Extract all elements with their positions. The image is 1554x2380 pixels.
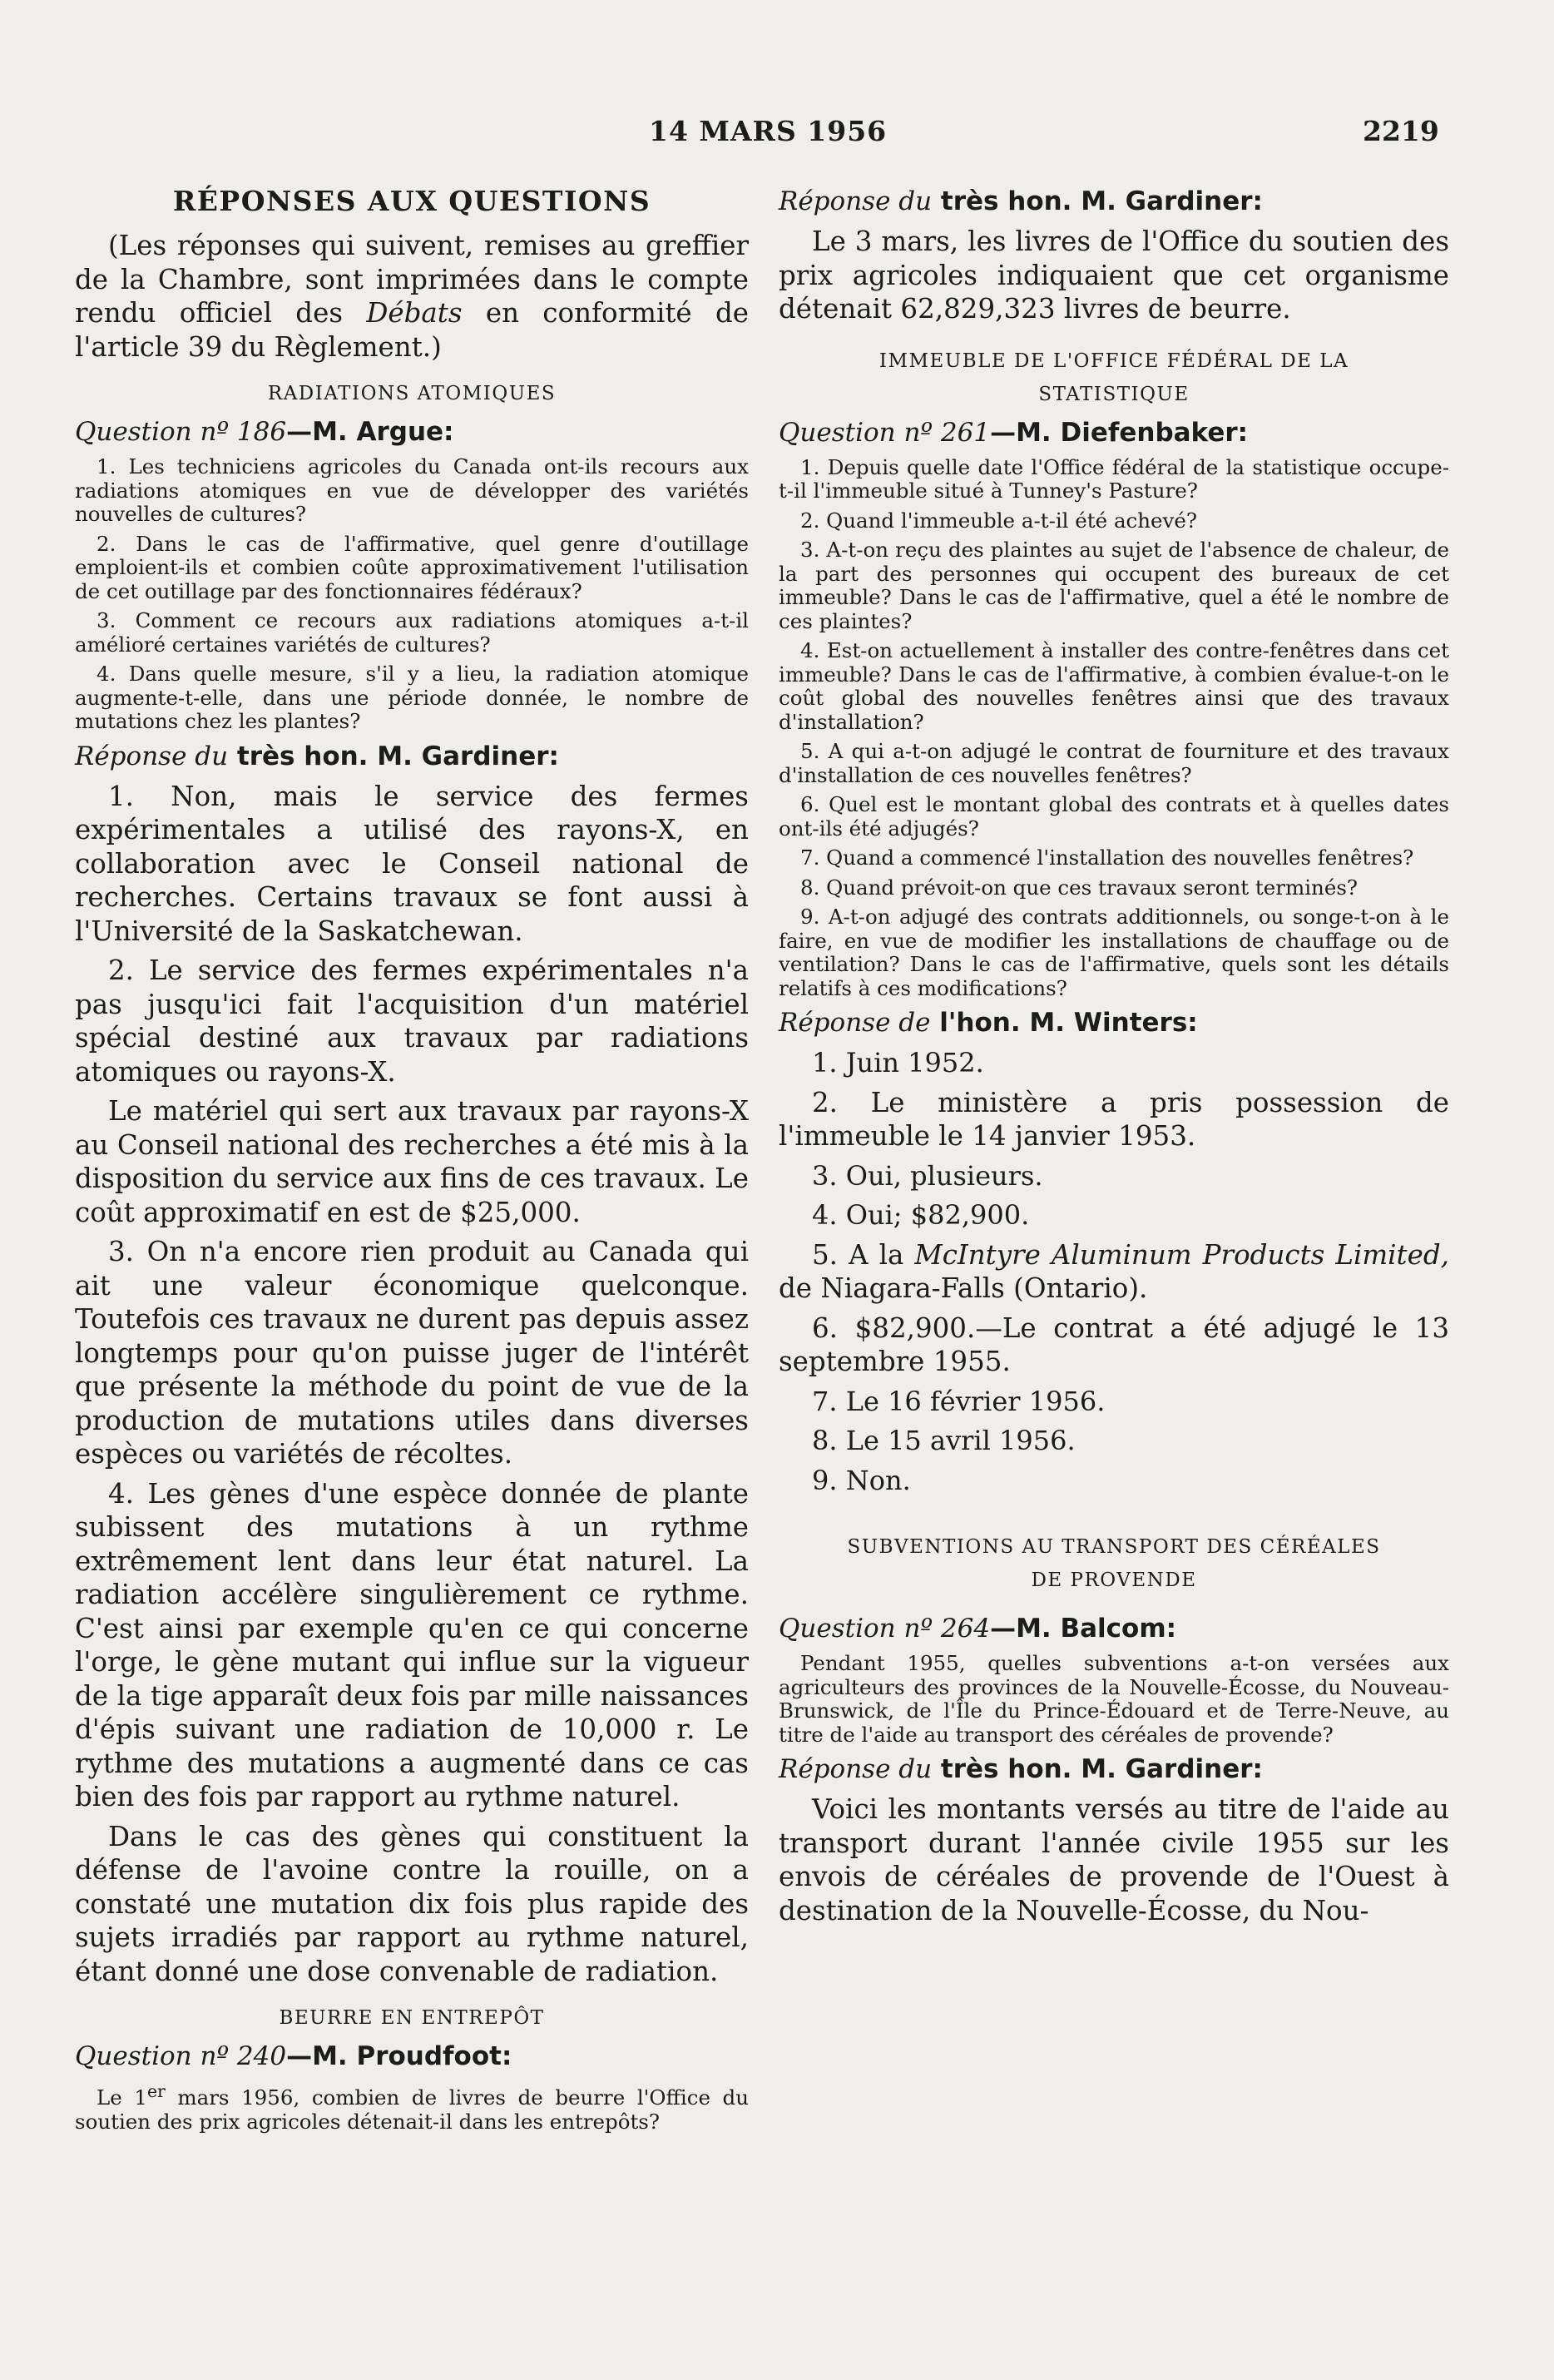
question-item: 1. Les techniciens agricoles du Canada ont-ils recours aux radiations atomiques en vue de développer des variétés nouvelles de cultures? [75,454,749,526]
right-column [779,185,1449,1933]
subsection-heading: SUBVENTIONS AU TRANSPORT DES CÉRÉALES [847,1536,1381,1558]
subsection-heading: RADIATIONS ATOMIQUES [267,383,557,404]
question-240-heading: Question nº 240—M. Proudfoot: [75,2041,512,2071]
answer-item: 7. Le 16 février 1956. [812,1385,1106,1417]
answer-paragraph: Dans le cas des gènes qui constituent la défense de l'avoine contre la rouille, on a constaté une mutation dix fois plus rapide des sujets irradiés par rapport au rythme naturel, étant donné une dose convenable de radiation. [75,1820,749,1987]
question-item: 9. A-t-on adjugé des contrats additionnels, ou songe-t-on à le faire, en vue de modifier les installations de chauffage ou de ventilation? Dans le cas de l'affirmative, quels sont les détails relatifs à ces modifications? [779,905,1449,1000]
question-item: 7. Quand a commencé l'installation des nouvelles fenêtres? [800,845,1414,870]
header-date: 14 MARS 1956 [649,115,888,147]
question-item: Pendant 1955, quelles subventions a-t-on versées aux agriculteurs des provinces de la Nouvelle-Écosse, du Nouveau-Brunswick, de l'Île du Prince-Édouard et de Terre-Neuve, au titre de l'aide au transport des céréales de provende? [779,1651,1449,1747]
question-item: 2. Dans le cas de l'affirmative, quel genre d'outillage emploient-ils et combien coûte approximativement l'utilisation de cet outillage par des fonctionnaires fédéraux? [75,531,749,603]
subsection-heading: BEURRE EN ENTREPÔT [279,2007,545,2029]
question-264-heading: Question nº 264—M. Balcom: [779,1614,1177,1644]
answer-paragraph: Le matériel qui sert aux travaux par rayons-X au Conseil national des recherches a été mis à la disposition du service aux fins de ces travaux. Le coût approximatif en est de $25,000. [75,1095,749,1228]
answer-186-heading: Réponse du très hon. M. Gardiner: [75,741,559,771]
debates-italic: Débats [366,297,463,329]
answer-item: 6. $82,900.—Le contrat a été adjugé le 13 septembre 1955. [779,1311,1449,1377]
answer-paragraph: 2. Le service des fermes expérimentales n'a pas jusqu'ici fait l'acquisition d'un matériel spécial destiné aux travaux par radiations atomiques ou rayons-X. [75,954,749,1088]
question-item: 3. Comment ce recours aux radiations atomiques a-t-il amélioré certaines variétés de cultures? [75,608,749,657]
answer-item: 2. Le ministère a pris possession de l'immeuble le 14 janvier 1953. [779,1086,1449,1152]
answer-240-heading: Réponse du très hon. M. Gardiner: [779,186,1263,216]
answer-261-heading: Réponse de l'hon. M. Winters: [779,1008,1198,1038]
question-item: 1. Depuis quelle date l'Office fédéral de la statistique occupe-t-il l'immeuble situé à Tunney's Pasture? [779,454,1449,503]
section-title: RÉPONSES AUX QUESTIONS [172,185,651,217]
answer-paragraph: 3. On n'a encore rien produit au Canada qui ait une valeur économique quelconque. Toutefois ces travaux ne durent pas depuis assez longtemps pour qu'on puisse juger de l'intérêt que présente la méthode du point de vue de la production de mutations utiles dans diverses espèces ou variétés de récoltes. [75,1236,749,1470]
question-item: 3. A-t-on reçu des plaintes au sujet de l'absence de chaleur, de la part des personnes qui occupent des bureaux de cet immeuble? Dans le cas de l'affirmative, quel a été le nombre de ces plaintes? [779,538,1449,633]
page-header [0,115,1554,148]
question-item: 4. Dans quelle mesure, s'il y a lieu, la radiation atomique augmente-t-elle, dans une période donnée, le nombre de mutations chez les plantes? [75,662,749,733]
subsection-heading: IMMEUBLE DE L'OFFICE FÉDÉRAL DE LA [878,350,1349,372]
answer-paragraph: 4. Les gènes d'une espèce donnée de plante subissent des mutations à un rythme extrêmement lent dans leur état naturel. La radiation accélère singulièrement ce rythme. C'est ainsi par exemple qu'en ce qui concerne l'orge, le gène mutant qui influe sur la vigueur de la tige apparaît deux fois par mille naissances d'épis suivant une radiation de 10,000 r. Le rythme des mutations a augmenté dans ce cas bien des fois par rapport au rythme naturel. [75,1477,749,1812]
intro-paragraph: (Les réponses qui suivent, remises au greffier de la Chambre, sont imprimées dans le compte rendu officiel des Débats en conformité de l'article 39 du Règlement.) [75,230,749,363]
question-item: 4. Est-on actuellement à installer des contre-fenêtres dans cet immeuble? Dans le cas de l'affirmative, à combien évalue-t-on le coût global des nouvelles fenêtres ainsi que des travaux d'installation? [779,638,1449,734]
question-186-heading: Question nº 186—M. Argue: [75,417,454,447]
answer-item: 3. Oui, plusieurs. [812,1159,1043,1192]
left-column [75,185,749,2140]
question-item: 2. Quand l'immeuble a-t-il été achevé? [800,508,1198,533]
answer-item: 4. Oui; $82,900. [812,1199,1030,1231]
subsection-heading-cont: DE PROVENDE [1031,1569,1197,1591]
answer-item: 1. Juin 1952. [812,1047,984,1078]
answer-264-heading: Réponse du très hon. M. Gardiner: [779,1754,1263,1784]
question-item: 8. Quand prévoit-on que ces travaux seront terminés? [800,875,1359,900]
company-name-italic: McIntyre Aluminum Products Limited, [914,1238,1449,1271]
answer-item: 5. A la McIntyre Aluminum Products Limited, de Niagara-Falls (Ontario). [779,1238,1449,1304]
question-item: Le 1er mars 1956, combien de livres de beurre l'Office du soutien des prix agricoles détenait-il dans les entrepôts? [75,2081,749,2134]
answer-item: 8. Le 15 avril 1956. [812,1425,1076,1456]
answer-paragraph: 1. Non, mais le service des fermes expérimentales a utilisé des rayons-X, en collaboration avec le Conseil national de recherches. Certains travaux se font aussi à l'Université de la Saskatchewan. [75,780,749,947]
question-261-heading: Question nº 261—M. Diefenbaker: [779,417,1249,448]
subsection-heading-cont: STATISTIQUE [1038,383,1190,405]
question-item: 6. Quel est le montant global des contrats et à quelles dates ont-ils été adjugés? [779,792,1449,840]
answer-item: 9. Non. [812,1464,911,1496]
answer-paragraph: Le 3 mars, les livres de l'Office du soutien des prix agricoles indiquaient que cet organisme détenait 62,829,323 livres de beurre. [779,226,1449,325]
answer-paragraph: Voici les montants versés au titre de l'aide au transport durant l'année civile 1955 sur les envois de céréales de provende de l'Ouest à destination de la Nouvelle-Écosse, du Nou- [779,1793,1449,1926]
question-item: 5. A qui a-t-on adjugé le contrat de fourniture et des travaux d'installation de ces nouvelles fenêtres? [779,739,1449,787]
page-number: 2219 [1363,115,1439,147]
